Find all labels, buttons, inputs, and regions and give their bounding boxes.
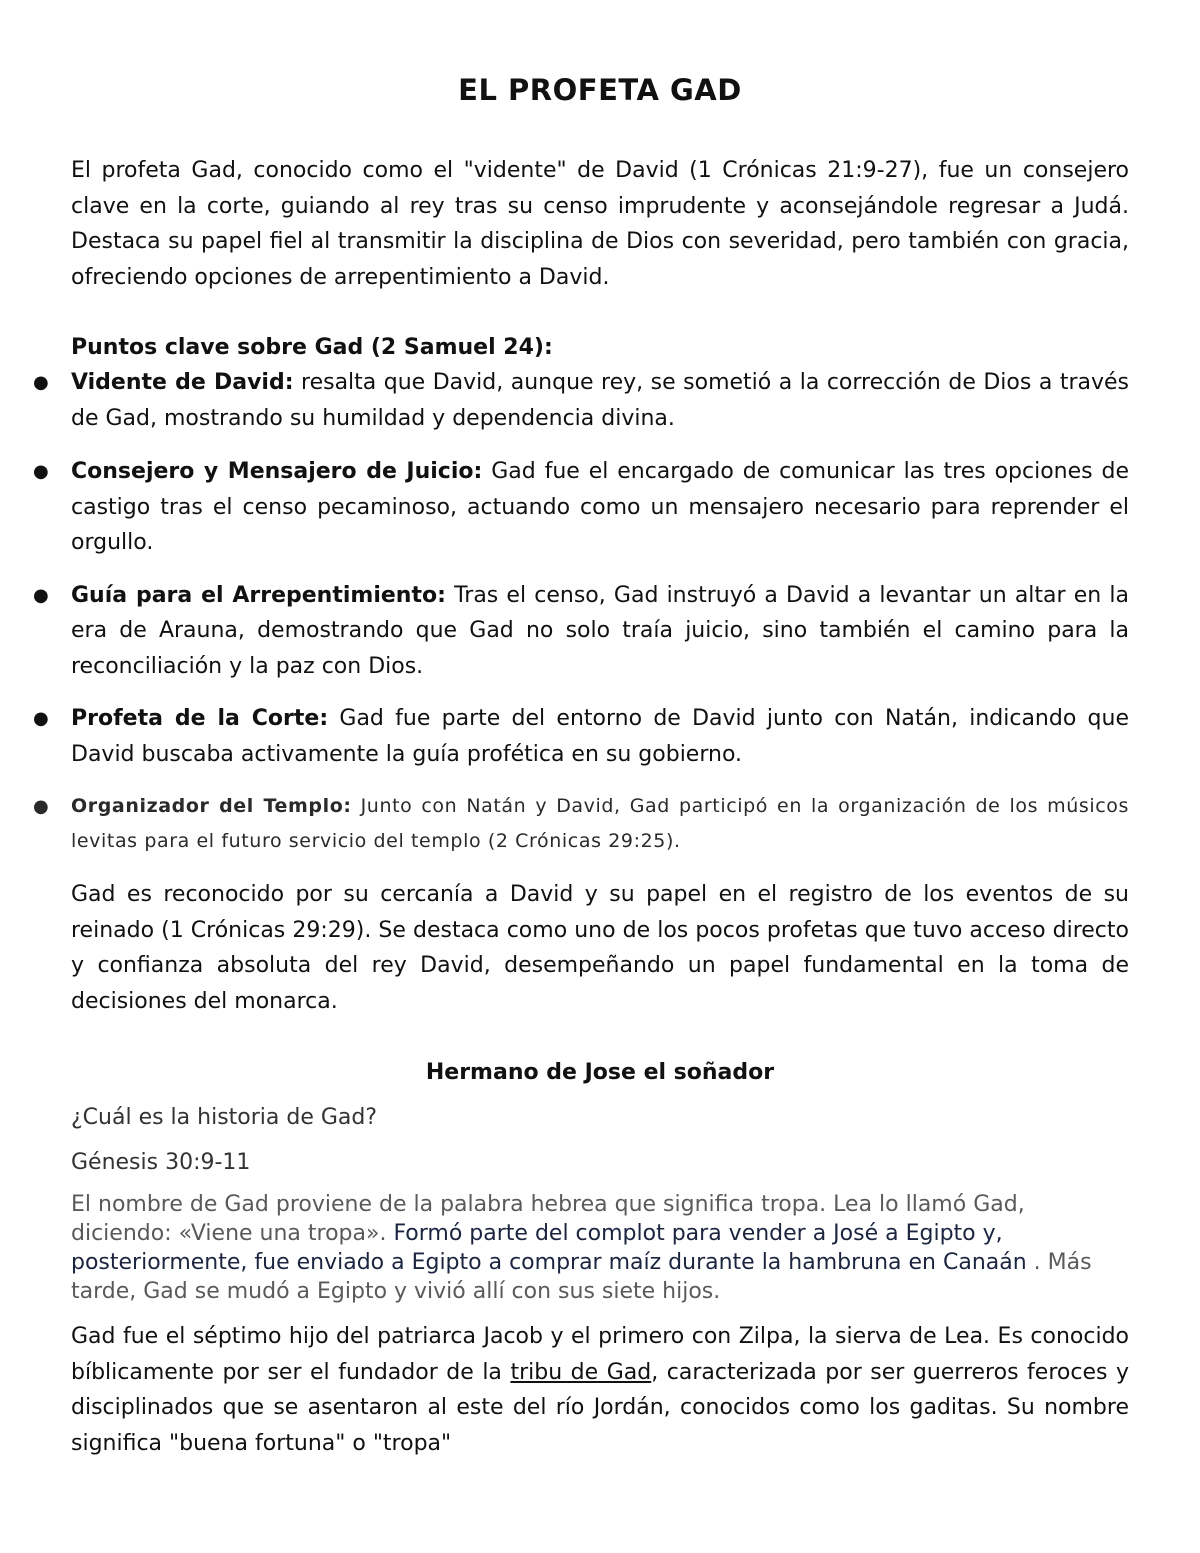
bullet-label: Profeta de la Corte:	[71, 706, 329, 731]
final-text-1: Gad fue el séptimo hijo del patriarca Jacob y el primero con Zilpa, la sierva de Lea. Es conocido bíblicamente por ser el fundador de la	[71, 1324, 1129, 1385]
bullet-text: Gad fue el encargado de comunicar las tres opciones de castigo tras el censo pecaminoso, actuando como un mensajero necesario para reprender el orgullo.	[71, 459, 1130, 555]
bullet-label: Consejero y Mensajero de Juicio:	[71, 459, 483, 484]
section-subtitle: Hermano de Jose el soñador	[425, 1060, 775, 1085]
bullet-label: Organizador del Templo:	[71, 795, 352, 817]
list-item	[33, 454, 1130, 561]
bullet-icon: ●	[33, 708, 49, 729]
tribe-link[interactable]: tribu de Gad	[510, 1359, 652, 1385]
final-paragraph	[71, 1319, 1129, 1461]
origin-text-1: El nombre de Gad proviene de la palabra hebrea que significa tropa. Lea lo llamó Gad, diciendo: «Viene una tropa».	[71, 1192, 1025, 1246]
keypoints-list	[33, 365, 1130, 859]
bullet-icon: ●	[33, 584, 49, 606]
origin-text-2: Formó parte del complot para vender a José a Egipto y, posteriormente, fue enviado a Egipto a comprar maíz durante la hambruna en Canaán	[71, 1221, 1027, 1275]
question-line: ¿Cuál es la historia de Gad?	[71, 1105, 378, 1130]
list-item	[33, 701, 1129, 772]
bullet-text: Junto con Natán y David, Gad participó en la organización de los músicos levitas para el futuro servicio del templo (2 Crónicas 29:25).	[71, 795, 1129, 852]
bullet-icon: ●	[33, 796, 50, 817]
bullet-label: Guía para el Arrepentimiento:	[71, 582, 446, 608]
scripture-reference: Génesis 30:9-11	[71, 1150, 251, 1175]
origin-text-3: . Más tarde, Gad se mudó a Egipto y vivió allí con sus siete hijos.	[71, 1250, 1092, 1304]
document-title: EL PROFETA GAD	[458, 73, 742, 107]
bullet-icon: ●	[33, 461, 49, 482]
bullet-text: resalta que David, aunque rey, se sometió a la corrección de Dios a través de Gad, mostrando su humildad y dependencia divina.	[71, 370, 1129, 431]
list-item	[33, 789, 1129, 859]
bullet-label: Vidente de David:	[71, 370, 294, 395]
closing-paragraph: Gad es reconocido por su cercanía a David y su papel en el registro de los eventos de su reinado (1 Crónicas 29:29). Se destaca como uno de los pocos profetas que tuvo acceso directo y confianza absoluta del rey David, desempeñando un papel fundamental en la toma de decisiones del monarca.	[71, 882, 1129, 1014]
intro-paragraph: El profeta Gad, conocido como el "vidente" de David (1 Crónicas 21:9-27), fue un consejero clave en la corte, guiando al rey tras su censo imprudente y aconsejándole regresar a Judá. Destaca su papel fiel al transmitir la disciplina de Dios con severidad, pero también con gracia, ofreciendo opciones de arrepentimiento a David.	[71, 158, 1129, 290]
list-item	[33, 365, 1129, 436]
bullet-text: Tras el censo, Gad instruyó a David a levantar un altar en la era de Arauna, demostrando que Gad no solo traía juicio, sino también el camino para la reconciliación y la paz con Dios.	[71, 582, 1129, 679]
origin-paragraph	[71, 1190, 1129, 1306]
bullet-icon: ●	[33, 372, 49, 393]
keypoints-heading: Puntos clave sobre Gad (2 Samuel 24):	[71, 335, 553, 360]
bullet-text: Gad fue parte del entorno de David junto con Natán, indicando que David buscaba activamente la guía profética en su gobierno.	[71, 706, 1129, 767]
list-item	[33, 578, 1129, 685]
final-text-2: , caracterizada por ser guerreros feroces y disciplinados que se asentaron al este del río Jordán, conocidos como los gaditas. Su nombre significa "buena fortuna" o "tropa"	[71, 1359, 1130, 1456]
